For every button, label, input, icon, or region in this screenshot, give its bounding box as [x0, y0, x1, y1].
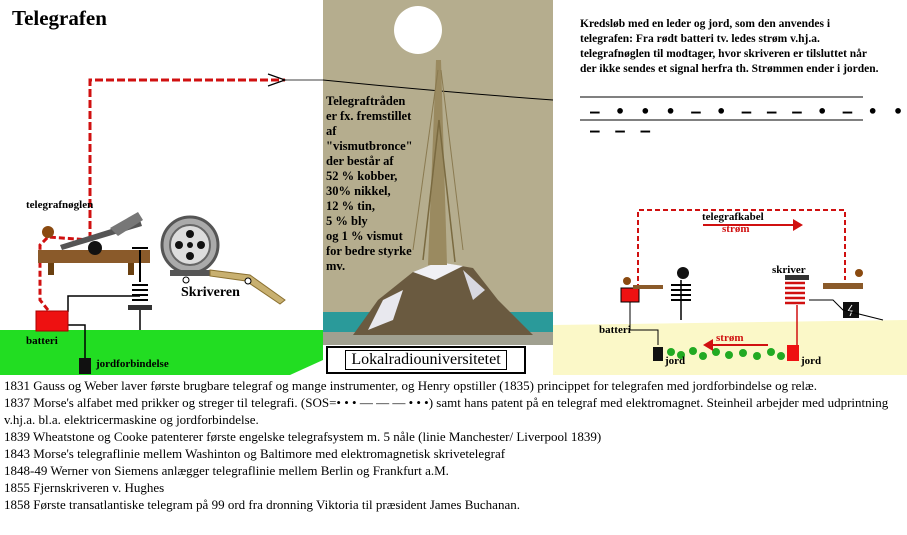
caption-line: og 1 % vismut — [326, 229, 403, 243]
caption-line: for bedre styrke — [326, 244, 412, 258]
caption-line: er fx. fremstillet — [326, 109, 412, 123]
recorder-coil-icon — [785, 283, 805, 303]
caption-line: der består af — [326, 154, 394, 168]
history-item: 1839 Wheatstone og Cooke patenterer første engelske telegrafsystem m. 5 nåle (linie Manchester/ Liverpool 1839) — [4, 429, 602, 444]
circuit-description: Kredsløb med en leder og jord, som den anvendes i telegrafen: Fra rødt batteri tv. ledes strøm v.hj.a. telegrafnøglen til modtager, hvor skriveren er tilsluttet når der ikke sendes et signal herfra th. Strømmen ender i jorden. — [580, 18, 879, 75]
right-battery-block-icon — [843, 302, 859, 318]
recorder-label: Skriveren — [181, 285, 240, 300]
history-item: 1855 Fjernskriveren v. Hughes — [4, 480, 165, 495]
electromagnet-coil-icon — [132, 285, 148, 300]
recorder-label-right: skriver — [772, 264, 806, 276]
history-item: 1843 Morse's telegraflinie mellem Washinton og Baltimore med elektromagnetisk skrivetelegraf — [4, 446, 506, 461]
history-item: 1837 Morse's alfabet med prikker og streger til telegrafi. (SOS=• • • — — — • • •) samt hans patent på en telegraf med elektromagnet. Steinheil arbejder med udprintning v.hj.a. bl.a. elektricermaskine og jordforbindelse. — [4, 395, 889, 427]
history-item: 1858 Første transatlantiske telegram på 99 ord fra dronning Viktoria til præsident James Buchanan. — [4, 497, 520, 512]
site-banner-text: Lokalradiouniversitetet — [345, 350, 506, 370]
key-knob-icon — [42, 226, 54, 238]
morse-code-example: — • • • — • — — — • — • • — — — — [590, 102, 906, 140]
current-top-label: strøm — [722, 223, 750, 235]
caption-line: 12 % tin, — [326, 199, 375, 213]
battery-label: batteri — [26, 335, 58, 347]
site-banner[interactable] — [326, 346, 526, 374]
right-ground-block-icon — [787, 345, 799, 361]
battery-label-right: batteri — [599, 324, 631, 336]
caption-line: 30% nikkel, — [326, 184, 391, 198]
wire-description — [326, 94, 451, 274]
ground-left-label: jord — [665, 355, 686, 367]
ground-label: jordforbindelse — [96, 358, 169, 370]
history-item: 1848-49 Werner von Siemens anlægger telegraflinie mellem Berlin og Frankfurt a.M. — [4, 463, 449, 478]
caption-line: "vismutbronce" — [326, 139, 413, 153]
arrow-right-icon — [793, 219, 803, 231]
key-pivot-icon — [88, 241, 102, 255]
history-item: 1831 Gauss og Weber laver første brugbare telegraf og mange instrumenter, og Henry opstiller (1835) princippet for telegrafen med jordforbindelse og relæ. — [4, 378, 817, 393]
caption-line: af — [326, 124, 337, 138]
caption-line: 52 % kobber, — [326, 169, 398, 183]
current-bottom-label: strøm — [716, 332, 744, 344]
moon-icon — [394, 6, 442, 54]
ground-block-icon — [79, 358, 91, 374]
left-ground-block-icon — [653, 347, 663, 361]
key-label: telegrafnøglen — [26, 199, 94, 211]
caption-line: 5 % bly — [326, 214, 368, 228]
caption-line: mv. — [326, 259, 346, 273]
history-list — [4, 377, 904, 513]
left-telegraph-diagram — [0, 0, 323, 375]
page-title: Telegrafen — [12, 6, 107, 30]
right-battery-icon — [621, 288, 639, 302]
cable-label: telegrafkabel — [702, 211, 764, 223]
caption-line: Telegraftråden — [326, 94, 406, 108]
ground-right-label: jord — [801, 355, 822, 367]
battery-icon — [36, 311, 68, 331]
right-circuit-diagram — [553, 0, 907, 375]
